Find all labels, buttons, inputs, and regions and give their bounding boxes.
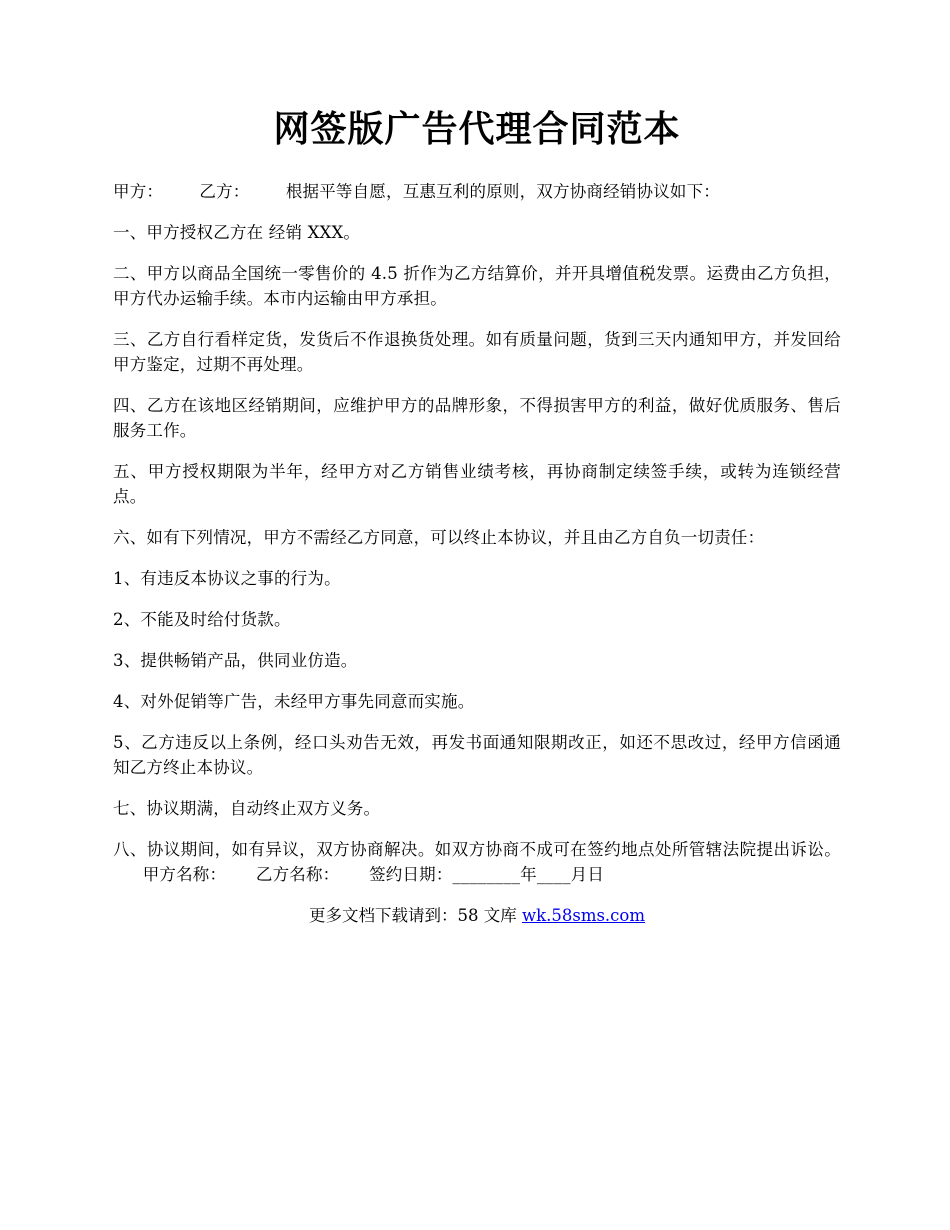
party-b-name-label: 乙方名称：: [255, 865, 340, 885]
document-title: 网签版广告代理合同范本: [273, 108, 681, 150]
clause-2: 二、甲方以商品全国统一零售价的 4.5 折作为乙方结算价，并开具增值税发票。运费由乙方负担，甲方代办运输手续。本市内运输由甲方承担。: [113, 264, 841, 309]
sub-clause-5: 5、乙方违反以上条例，经口头劝告无效，再发书面通知限期改正，如还不思改过，经甲方信函通知乙方终止本协议。: [113, 733, 841, 778]
sub-clause-2: 2、不能及时给付货款。: [113, 610, 291, 630]
clause-6: 六、如有下列情况，甲方不需经乙方同意，可以终止本协议，并且由乙方自负一切责任：: [113, 528, 765, 548]
clause-8: [113, 837, 841, 887]
footer: [113, 903, 841, 928]
clause-4: 四、乙方在该地区经销期间，应维护甲方的品牌形象，不得损害甲方的利益，做好优质服务、售后服务工作。: [113, 396, 841, 441]
clause-5: 五、甲方授权期限为半年，经甲方对乙方销售业绩考核，再协商制定续签手续，或转为连锁经营点。: [113, 462, 841, 507]
sub-clause-1: 1、有违反本协议之事的行为。: [113, 569, 341, 589]
party-b-label: 乙方：: [199, 182, 250, 202]
party-a-label: 甲方：: [113, 182, 164, 202]
intro-paragraph: [113, 179, 841, 204]
clause-1: 一、甲方授权乙方在 经销 XXX。: [113, 223, 361, 243]
clause-7: 七、协议期满，自动终止双方义务。: [113, 799, 381, 819]
sub-clause-4: 4、对外促销等广告，未经甲方事先同意而实施。: [113, 692, 475, 712]
footer-link[interactable]: wk.58sms.com: [521, 906, 645, 926]
clause-8-text: 八、协议期间，如有异议，双方协商解决。如双方协商不成可在签约地点处所管辖法院提出诉讼。: [113, 840, 841, 860]
clause-3: 三、乙方自行看样定货，发货后不作退换货处理。如有质量问题，货到三天内通知甲方，并发回给甲方鉴定，过期不再处理。: [113, 330, 841, 375]
footer-text: 更多文档下载请到：58 文库: [308, 906, 522, 926]
sub-clause-3: 3、提供畅销产品，供同业仿造。: [113, 651, 358, 671]
document-page: [113, 108, 841, 928]
party-a-name-label: 甲方名称：: [142, 865, 227, 885]
intro-text: 根据平等自愿，互惠互利的原则，双方协商经销协议如下：: [285, 182, 721, 202]
sign-date-label: 签约日期：________年____月日: [369, 865, 605, 885]
